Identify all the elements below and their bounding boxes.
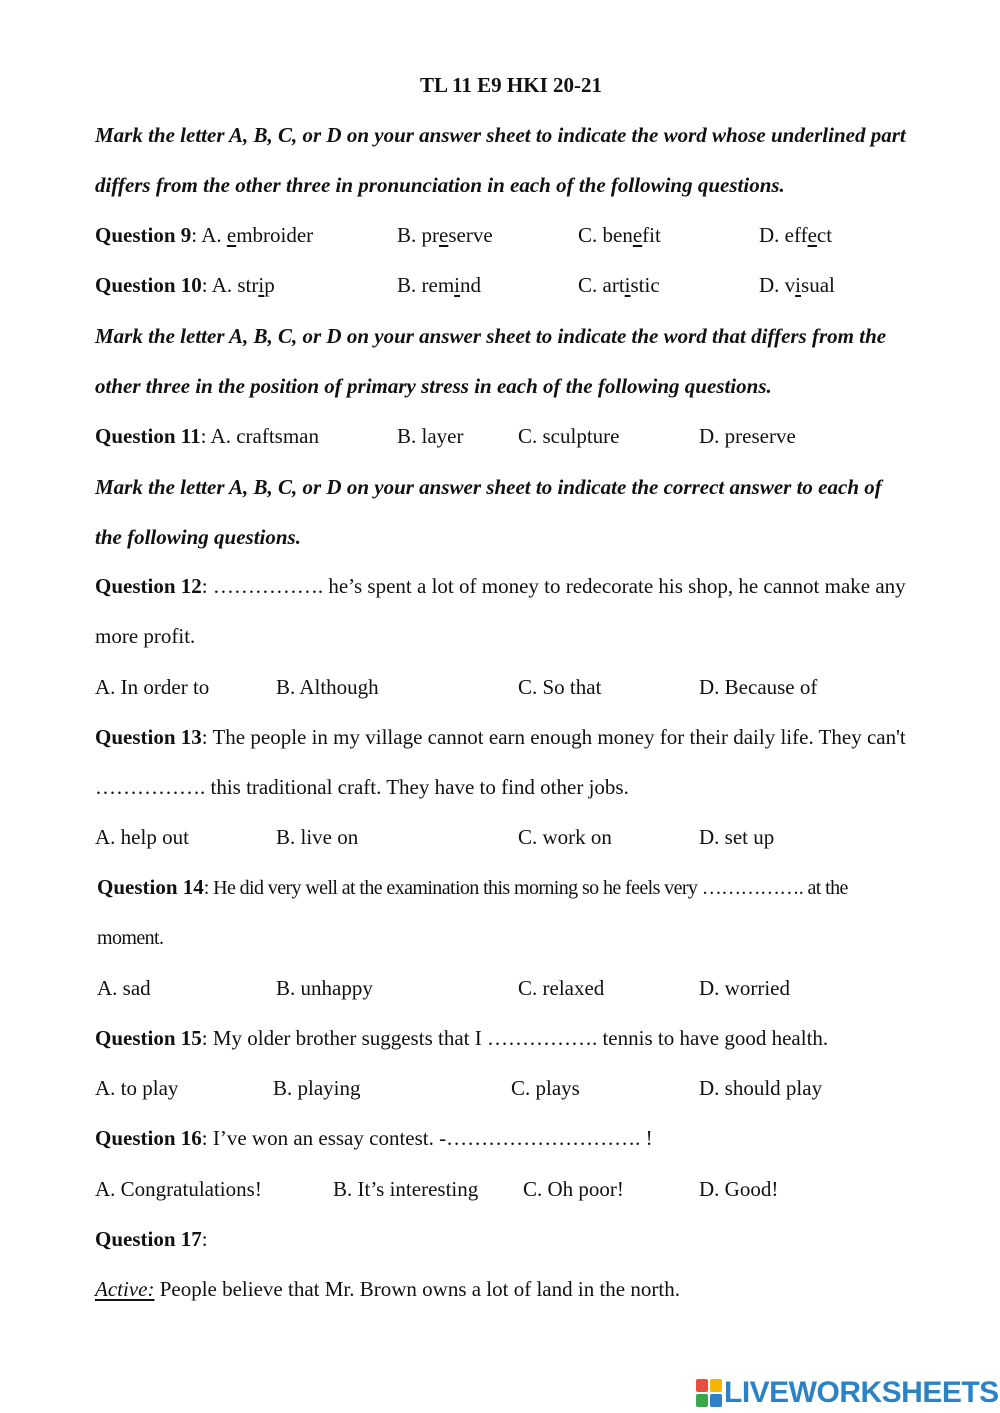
page-title: TL 11 E9 HKI 20-21: [419, 73, 603, 97]
question-17-label: Question 17: [95, 1227, 202, 1251]
question-17-active-sentence: Active: People believe that Mr. Brown owns a lot of land in the north.: [95, 1277, 680, 1301]
question-16-option-c: C. Oh poor!: [523, 1177, 624, 1201]
question-16-option-b: B. It’s interesting: [333, 1177, 479, 1201]
question-12-option-d: D. Because of: [699, 675, 818, 699]
instruction-correct-line-1: Mark the letter A, B, C, or D on your answer sheet to indicate the correct answer to each of: [95, 475, 882, 499]
question-9-option-d: D. effect: [759, 223, 833, 247]
liveworksheets-logo-mark-icon: [696, 1379, 722, 1407]
question-12-stem-continued: more profit.: [95, 624, 196, 648]
question-11-option-b: B. layer: [397, 424, 464, 448]
question-17-stem: Question 17:: [95, 1227, 208, 1251]
question-16-label: Question 16: [95, 1126, 202, 1150]
question-13-option-b: B. live on: [276, 825, 359, 849]
question-14-option-d: D. worried: [699, 976, 790, 1000]
question-10-label: Question 10: [95, 273, 202, 297]
question-12-label: Question 12: [95, 574, 202, 598]
question-10-option-b: B. remind: [397, 273, 481, 297]
question-10-option-a: Question 10: A. strip: [95, 273, 275, 297]
question-9-label: Question 9: [95, 223, 192, 247]
question-12-option-b: B. Although: [276, 675, 379, 699]
instruction-stress-line-1: Mark the letter A, B, C, or D on your answer sheet to indicate the word that differs from the: [95, 324, 887, 348]
question-15-option-d: D. should play: [699, 1076, 823, 1100]
question-14-stem: Question 14: He did very well at the examination this morning so he feels very ……………. at the: [97, 875, 848, 899]
instruction-correct-line-2: the following questions.: [95, 525, 301, 549]
question-15-stem: Question 15: My older brother suggests that I ……………. tennis to have good health.: [95, 1026, 829, 1050]
question-15-option-c: C. plays: [511, 1076, 580, 1100]
question-11-label: Question 11: [95, 424, 201, 448]
question-10-option-d: D. visual: [759, 273, 835, 297]
question-15-label: Question 15: [95, 1026, 202, 1050]
question-11-option-c: C. sculpture: [518, 424, 620, 448]
question-14-option-b: B. unhappy: [276, 976, 373, 1000]
question-13-option-a: A. help out: [95, 825, 189, 849]
question-13-stem: Question 13: The people in my village cannot earn enough money for their daily life. They can't: [95, 725, 906, 749]
liveworksheets-logo-text: LIVEWORKSHEETS: [724, 1376, 999, 1409]
question-13-stem-continued: ……………. this traditional craft. They have to find other jobs.: [95, 775, 629, 799]
liveworksheets-logo[interactable]: [696, 1375, 999, 1411]
question-14-label: Question 14: [97, 875, 204, 899]
question-13-option-c: C. work on: [518, 825, 612, 849]
question-14-option-a: A. sad: [97, 976, 151, 1000]
question-13-label: Question 13: [95, 725, 202, 749]
instruction-pronunciation-line-2: differs from the other three in pronunciation in each of the following questions.: [95, 173, 785, 197]
question-14-option-c: C. relaxed: [518, 976, 605, 1000]
question-15-option-a: A. to play: [95, 1076, 179, 1100]
question-15-option-b: B. playing: [273, 1076, 361, 1100]
question-16-stem: Question 16: I’ve won an essay contest. -………………………. !: [95, 1126, 653, 1150]
question-9-option-c: C. benefit: [578, 223, 661, 247]
question-12-option-a: A. In order to: [95, 675, 210, 699]
question-12-stem: Question 12: ……………. he’s spent a lot of money to redecorate his shop, he cannot make any: [95, 574, 906, 598]
question-14-stem-continued: moment.: [97, 927, 164, 949]
question-16-option-a: A. Congratulations!: [95, 1177, 262, 1201]
question-16-option-d: D. Good!: [699, 1177, 779, 1201]
question-9-option-a: Question 9: A. embroider: [95, 223, 314, 247]
question-11-option-d: D. preserve: [699, 424, 796, 448]
question-10-option-c: C. artistic: [578, 273, 660, 297]
active-label: Active:: [95, 1277, 155, 1301]
question-12-option-c: C. So that: [518, 675, 602, 699]
instruction-stress-line-2: other three in the position of primary stress in each of the following questions.: [95, 374, 772, 398]
question-9-option-b: B. preserve: [397, 223, 493, 247]
question-13-option-d: D. set up: [699, 825, 775, 849]
question-11-option-a: Question 11: A. craftsman: [95, 424, 319, 448]
instruction-pronunciation-line-1: Mark the letter A, B, C, or D on your answer sheet to indicate the word whose underlined part: [95, 123, 906, 147]
